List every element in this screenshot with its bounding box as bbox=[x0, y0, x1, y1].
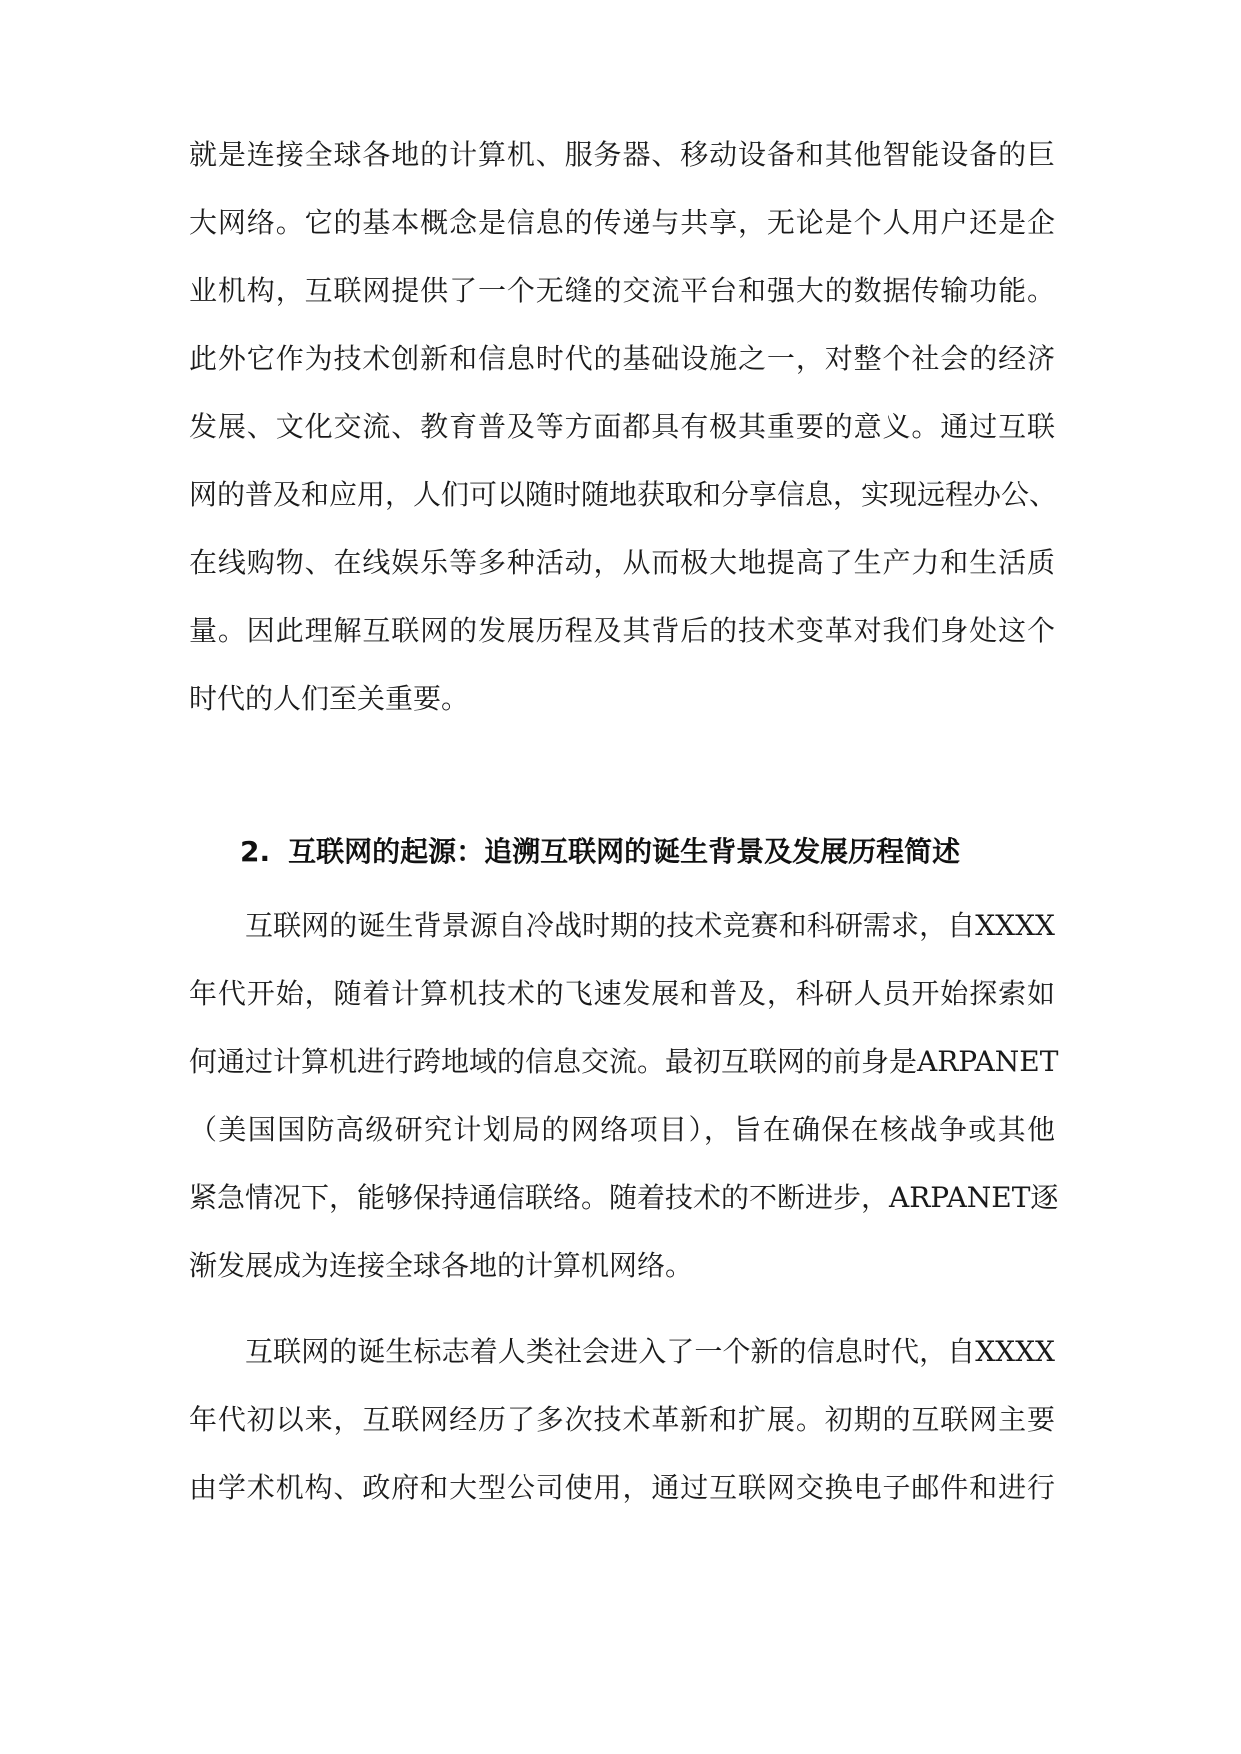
paragraph-line: 时代的人们至关重要。 bbox=[189, 682, 470, 715]
section-title: 互联网的起源：追溯互联网的诞生背景及发展历程简述 bbox=[288, 835, 961, 868]
paragraph-line: 紧急情况下，能够保持通信联络。随着技术的不断进步，ARPANET逐 bbox=[189, 1181, 1059, 1214]
paragraph-line: 互联网的诞生标志着人类社会进入了一个新的信息时代，自XXXX bbox=[245, 1335, 1055, 1368]
paragraph-line: 大网络。它的基本概念是信息的传递与共享，无论是个人用户还是企 bbox=[189, 206, 1055, 239]
paragraph-line: 网的普及和应用，人们可以随时随地获取和分享信息，实现远程办公、 bbox=[189, 478, 1058, 511]
paragraph-line: 业机构，互联网提供了一个无缝的交流平台和强大的数据传输功能。 bbox=[189, 274, 1055, 307]
paragraph-line: 渐发展成为连接全球各地的计算机网络。 bbox=[189, 1249, 694, 1282]
paragraph-line: 在线购物、在线娱乐等多种活动，从而极大地提高了生产力和生活质 bbox=[189, 546, 1055, 579]
paragraph-line: 就是连接全球各地的计算机、服务器、移动设备和其他智能设备的巨 bbox=[189, 138, 1055, 171]
paragraph-line: （美国国防高级研究计划局的网络项目），旨在确保在核战争或其他 bbox=[189, 1113, 1055, 1146]
paragraph-line: 互联网的诞生背景源自冷战时期的技术竞赛和科研需求，自XXXX bbox=[245, 909, 1055, 942]
paragraph-line: 此外它作为技术创新和信息时代的基础设施之一，对整个社会的经济 bbox=[189, 342, 1055, 375]
paragraph-line: 年代初以来，互联网经历了多次技术革新和扩展。初期的互联网主要 bbox=[189, 1403, 1055, 1436]
paragraph-line: 年代开始，随着计算机技术的飞速发展和普及，科研人员开始探索如 bbox=[189, 977, 1055, 1010]
paragraph-line: 发展、文化交流、教育普及等方面都具有极其重要的意义。通过互联 bbox=[189, 410, 1055, 443]
section-number: 2. bbox=[240, 835, 271, 868]
section-heading bbox=[240, 830, 960, 874]
paragraph-line: 何通过计算机进行跨地域的信息交流。最初互联网的前身是ARPANET bbox=[189, 1045, 1059, 1078]
paragraph-line: 由学术机构、政府和大型公司使用，通过互联网交换电子邮件和进行 bbox=[189, 1471, 1055, 1504]
paragraph-line: 量。因此理解互联网的发展历程及其背后的技术变革对我们身处这个 bbox=[189, 614, 1055, 647]
